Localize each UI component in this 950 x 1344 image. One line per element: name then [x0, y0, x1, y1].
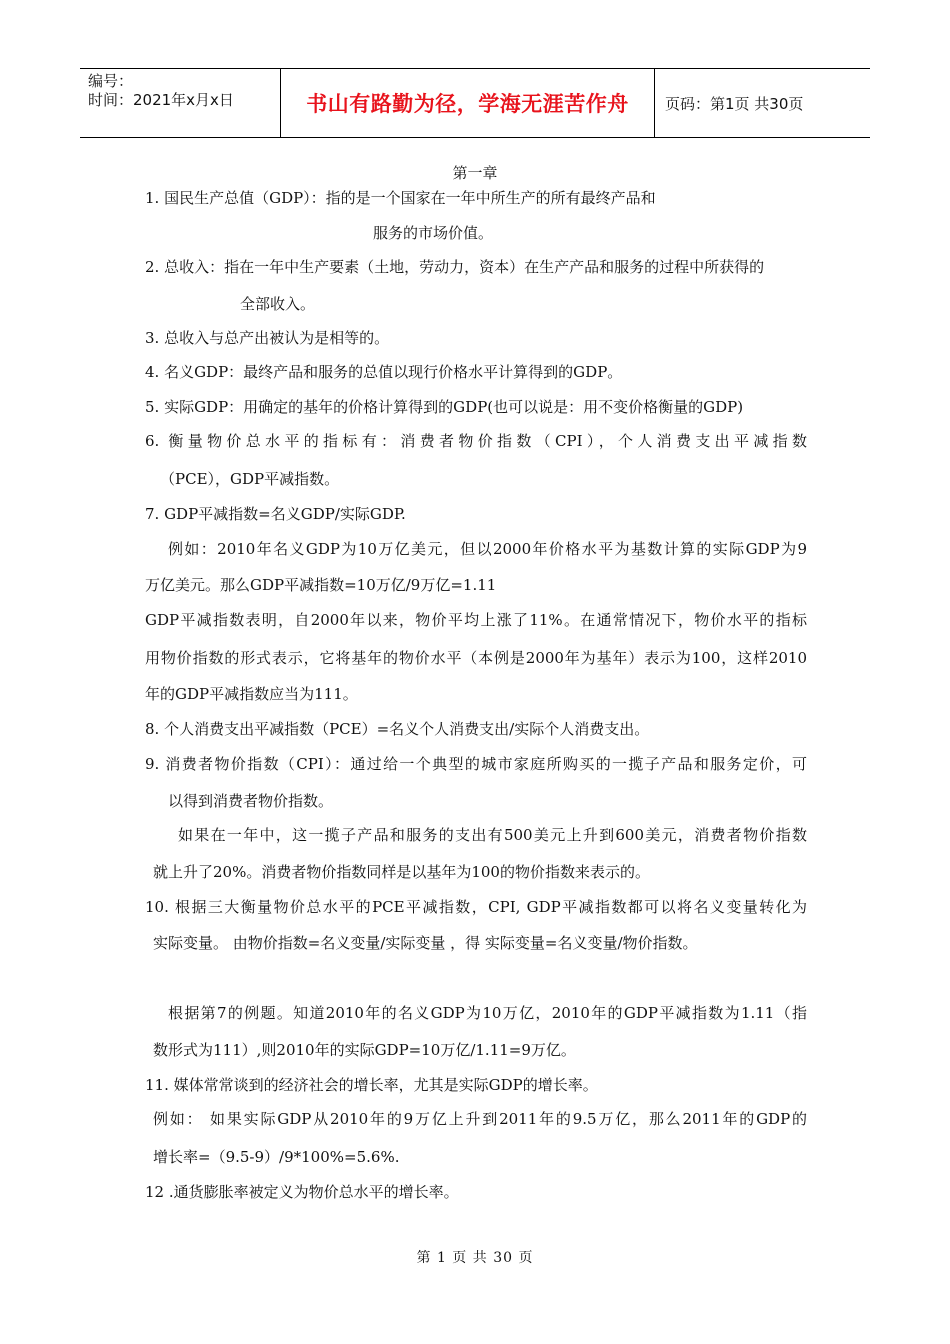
header-meta	[80, 69, 281, 137]
header-slogan: 书山有路勤为径，学海无涯苦作舟	[281, 69, 655, 137]
text-line: 10. 根据三大衡量物价总水平的PCE平减指数，CPI, GDP平减指数都可以将名义变量转化为	[145, 898, 807, 916]
text-line: 8. 个人消费支出平减指数（PCE）=名义个人消费支出/实际个人消费支出。	[145, 720, 650, 738]
header-date: 时间：2021年x月x日	[88, 91, 234, 109]
text-line: 1. 国民生产总值（GDP）：指的是一个国家在一年中所生产的所有最终产品和	[145, 189, 656, 207]
text-line: 9. 消费者物价指数（CPI）：通过给一个典型的城市家庭所购买的一揽子产品和服务定价，可	[145, 755, 807, 773]
chapter-title: 第一章	[452, 164, 498, 182]
text-line: 11. 媒体常常谈到的经济社会的增长率，尤其是实际GDP的增长率。	[145, 1076, 598, 1094]
text-line: 以得到消费者物价指数。	[168, 792, 334, 810]
text-line: 数形式为111）,则2010年的实际GDP=10万亿/1.11=9万亿。	[153, 1041, 576, 1059]
text-line: 全部收入。	[240, 295, 316, 313]
text-line: 根据第7的例题。知道2010年的名义GDP为10万亿，2010年的GDP平减指数为1.11（指	[168, 1004, 807, 1022]
text-line: 例如：2010年名义GDP为10万亿美元，但以2000年价格水平为基数计算的实际GDP为9	[168, 540, 807, 558]
text-line: 就上升了20%。消费者物价指数同样是以基年为100的物价指数来表示的。	[153, 863, 650, 881]
text-line: （PCE），GDP平减指数。	[160, 470, 340, 488]
text-line: 例如： 如果实际GDP从2010年的9万亿上升到2011年的9.5万亿，那么2011年的GDP的	[153, 1110, 807, 1128]
text-line: 12 .通货膨胀率被定义为物价总水平的增长率。	[145, 1183, 459, 1201]
text-line: 实际变量。 由物价指数=名义变量/实际变量 ，得 实际变量=名义变量/物价指数。	[153, 934, 698, 952]
text-line: 万亿美元。那么GDP平减指数=10万亿/9万亿=1.11	[145, 576, 497, 594]
page-header	[80, 68, 870, 138]
text-line: 7. GDP平减指数=名义GDP/实际GDP.	[145, 505, 406, 523]
text-line: 3. 总收入与总产出被认为是相等的。	[145, 329, 390, 347]
page-footer: 第 1 页 共 30 页	[416, 1250, 534, 1266]
text-line: 2. 总收入：指在一年中生产要素（土地，劳动力，资本）在生产产品和服务的过程中所获得的	[145, 258, 765, 276]
text-line: 4. 名义GDP：最终产品和服务的总值以现行价格水平计算得到的GDP。	[145, 363, 623, 381]
text-line: 6. 衡量物价总水平的指标有：消费者物价指数（CPI），个人消费支出平减指数	[145, 432, 807, 450]
header-page-number: 页码：第1页 共30页	[665, 94, 804, 113]
text-line: 如果在一年中，这一揽子产品和服务的支出有500美元上升到600美元，消费者物价指数	[178, 826, 807, 844]
text-line: 年的GDP平减指数应当为111。	[145, 685, 358, 703]
header-number: 编号：	[88, 72, 134, 90]
text-line: 用物价指数的形式表示，它将基年的物价水平（本例是2000年为基年）表示为100，这样2010	[145, 649, 807, 667]
text-line: 5. 实际GDP：用确定的基年的价格计算得到的GDP(也可以说是：用不变价格衡量的GDP)	[145, 398, 744, 416]
text-line: 增长率=（9.5-9）/9*100%=5.6%.	[153, 1148, 400, 1166]
text-line: 服务的市场价值。	[373, 224, 494, 242]
text-line: GDP平减指数表明，自2000年以来，物价平均上涨了11%。在通常情况下，物价水平的指标	[145, 611, 807, 629]
